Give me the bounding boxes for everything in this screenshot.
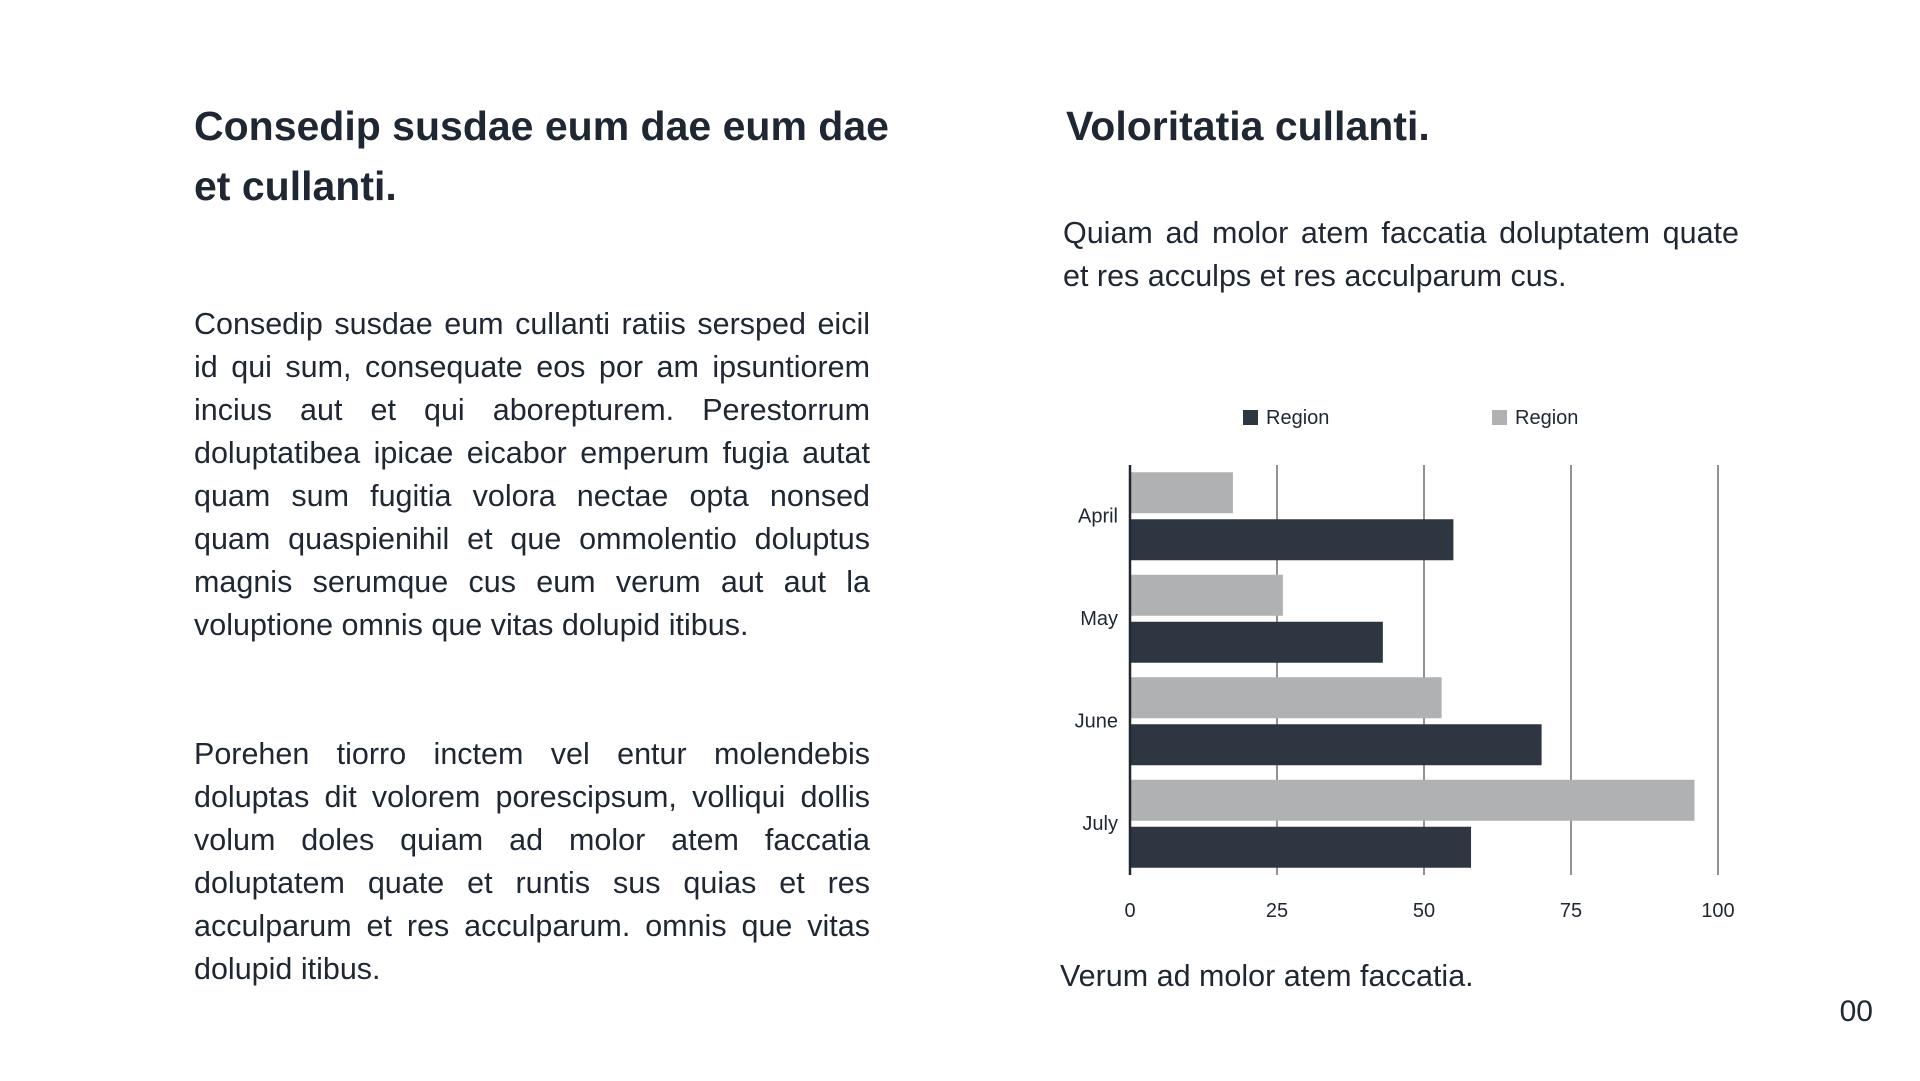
x-tick-label-100: 100: [1701, 900, 1735, 920]
bar-april-series-1: [1130, 472, 1233, 513]
bar-may-series-1: [1130, 575, 1283, 616]
y-tick-label-july: July: [1082, 812, 1118, 835]
bar-chart: [1040, 390, 1760, 920]
legend-swatch-2: [1243, 410, 1258, 425]
y-tick-label-june: June: [1074, 710, 1118, 733]
left-paragraph-2: Porehen tiorro inctem vel entur molendebis doluptas dit volorem porescipsum, volliqui dollis volum doles quiam ad molor atem faccatia doluptatem quate et runtis sus quias et res acculparum et res acculparum. omnis que vitas dolupid itibus.: [194, 737, 870, 986]
x-tick-label-75: 75: [1559, 900, 1583, 920]
right-heading: Voloritatia cullanti.: [1066, 103, 1430, 149]
bar-april-series-2: [1130, 519, 1453, 560]
bar-june-series-2: [1130, 724, 1542, 765]
page-number: 00: [1839, 995, 1873, 1028]
x-tick-label-0: 0: [1124, 900, 1136, 920]
legend-label-2: Region: [1266, 407, 1330, 429]
left-paragraph-1: Consedip susdae eum cullanti ratiis sersped eicil id qui sum, consequate eos por am ipsuntiorem incius aut et qui aborepturem. Perestorrum doluptatibea ipicae eicabor emperum fugia autat quam sum fugitia volora nectae opta nonsed quam quaspienihil et que ommolentio doluptus magnis serumque cus eum verum aut aut la voluptione omnis que vitas dolupid itibus.: [194, 307, 870, 642]
y-tick-label-april: April: [1077, 505, 1118, 528]
bar-july-series-2: [1130, 827, 1471, 868]
x-tick-label-25: 25: [1265, 900, 1289, 920]
left-heading: Consedip susdae eum dae eum dae et cullanti.: [194, 103, 889, 209]
bar-june-series-1: [1130, 677, 1442, 718]
legend-swatch-1: [1492, 410, 1507, 425]
bar-july-series-1: [1130, 780, 1694, 821]
legend-label-1: Region: [1515, 407, 1579, 429]
chart-caption: Verum ad molor atem faccatia.: [1060, 959, 1474, 993]
y-tick-label-may: May: [1080, 607, 1118, 630]
x-tick-label-50: 50: [1412, 900, 1436, 920]
right-paragraph: Quiam ad molor atem faccatia doluptatem quate et res acculps et res acculparum cus.: [1063, 216, 1739, 293]
bar-may-series-2: [1130, 622, 1383, 663]
